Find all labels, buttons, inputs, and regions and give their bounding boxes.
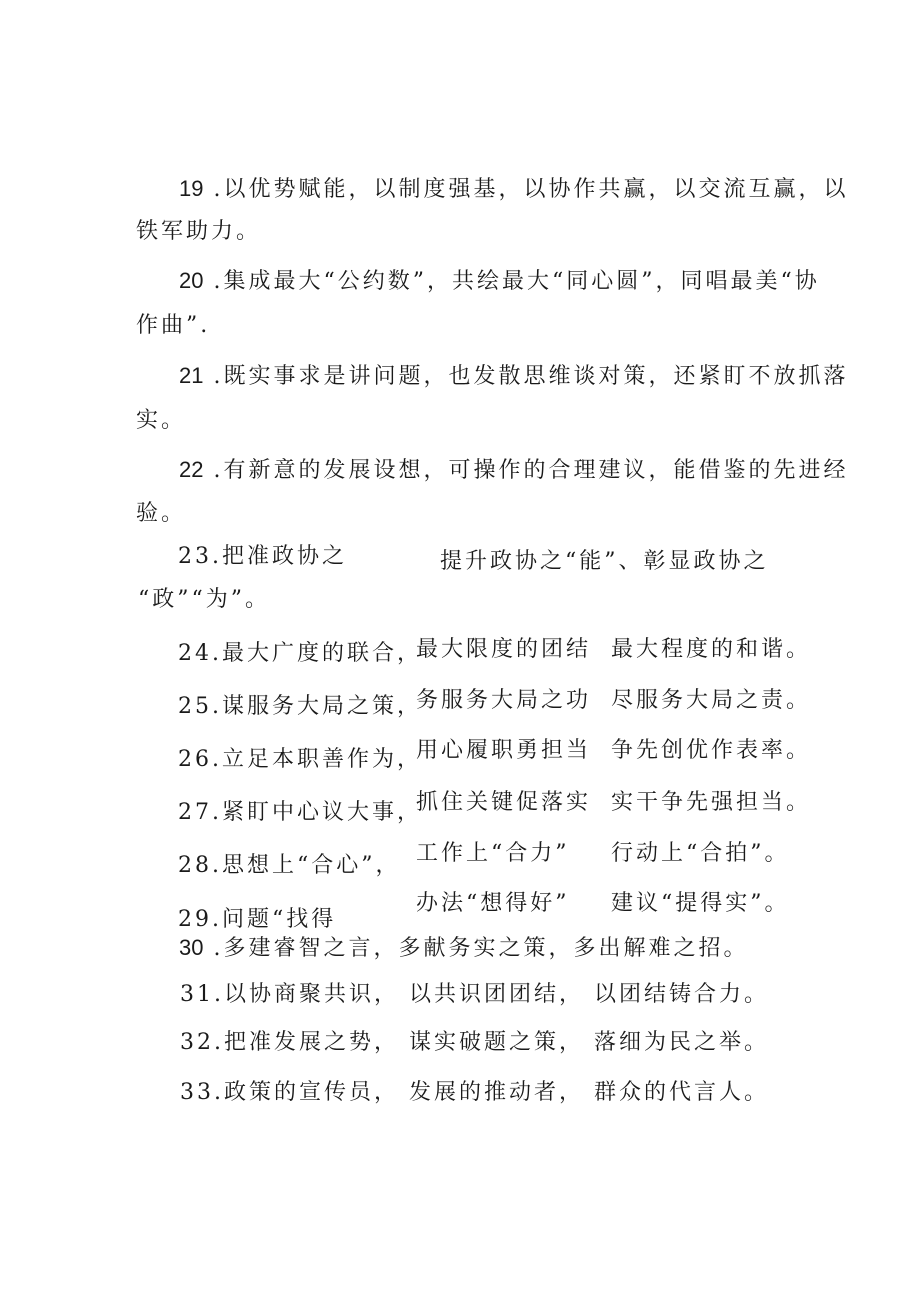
row-25-col-2: 务服务大局之功 xyxy=(416,688,592,713)
item-20-line-1 xyxy=(179,266,820,297)
row-25-col-3: 尽服务大局之责。 xyxy=(611,688,812,713)
item-20-text: .集成最大“公约数”，共绘最大“同心圆”，同唱最美“协 xyxy=(203,269,820,294)
item-33: 33.政策的宣传员， 发展的推动者， 群众的代言人。 xyxy=(180,1080,769,1105)
row-24-col-3: 最大程度的和谐。 xyxy=(611,637,812,662)
item-22-line-1 xyxy=(179,455,848,486)
item-21-line-1 xyxy=(179,361,848,392)
item-19-line-2: 铁军助力。 xyxy=(136,219,262,244)
row-28-col-1: 28.思想上“合心”， xyxy=(178,853,401,878)
item-20-line-2: 作曲”. xyxy=(136,313,211,338)
item-22-line-2: 验。 xyxy=(136,501,187,526)
row-27-col-3: 实干争先强担当。 xyxy=(611,790,812,815)
item-23-col-1: 23.把准政协之 xyxy=(178,544,347,569)
row-28-col-2: 工作上“合力” xyxy=(416,841,570,866)
item-20-number: 20 xyxy=(179,268,204,293)
row-29-col-2: 办法“想得好” xyxy=(416,891,570,916)
item-22-number: 22 xyxy=(179,457,204,482)
item-31: 31.以协商聚共识， 以共识团团结， 以团结铸合力。 xyxy=(180,982,769,1007)
item-19-text: .以优势赋能，以制度强基，以协作共赢，以交流互赢，以 xyxy=(203,177,849,202)
row-28-col-3: 行动上“合拍”。 xyxy=(611,841,790,866)
row-24-col-1: 24.最大广度的联合， xyxy=(178,641,422,666)
row-25-col-1: 25.谋服务大局之策， xyxy=(178,694,422,719)
item-32: 32.把准发展之势， 谋实破题之策， 落细为民之举。 xyxy=(180,1030,769,1055)
item-21-number: 21 xyxy=(179,363,204,388)
row-29-col-1-clipped xyxy=(178,905,418,932)
row-26-col-2: 用心履职勇担当 xyxy=(416,738,592,763)
item-21-text: .既实事求是讲问题，也发散思维谈对策，还紧盯不放抓落 xyxy=(203,364,849,389)
item-23-line-2: “政”“为”。 xyxy=(138,587,270,612)
row-27-col-1: 27.紧盯中心议大事， xyxy=(178,800,422,825)
item-23-col-2: 提升政协之“能”、彰显政协之 xyxy=(440,549,769,574)
row-26-col-3: 争先创优作表率。 xyxy=(611,738,812,763)
row-27-col-2: 抓住关键促落实 xyxy=(416,790,592,815)
item-19-number: 19 xyxy=(179,176,204,201)
row-29-col-1: 29.问题“找得 xyxy=(178,907,337,932)
item-30-text: .多建睿智之言，多献务实之策，多出解难之招。 xyxy=(203,936,749,961)
row-24-col-2: 最大限度的团结 xyxy=(416,637,592,662)
item-30-number: 30 xyxy=(179,935,204,960)
item-30 xyxy=(179,933,748,964)
item-19-line-1 xyxy=(179,174,848,205)
row-26-col-1: 26.立足本职善作为， xyxy=(178,747,422,772)
row-29-col-3: 建议“提得实”。 xyxy=(611,891,790,916)
item-21-line-2: 实。 xyxy=(136,408,187,433)
item-22-text: .有新意的发展设想，可操作的合理建议，能借鉴的先进经 xyxy=(203,458,849,483)
